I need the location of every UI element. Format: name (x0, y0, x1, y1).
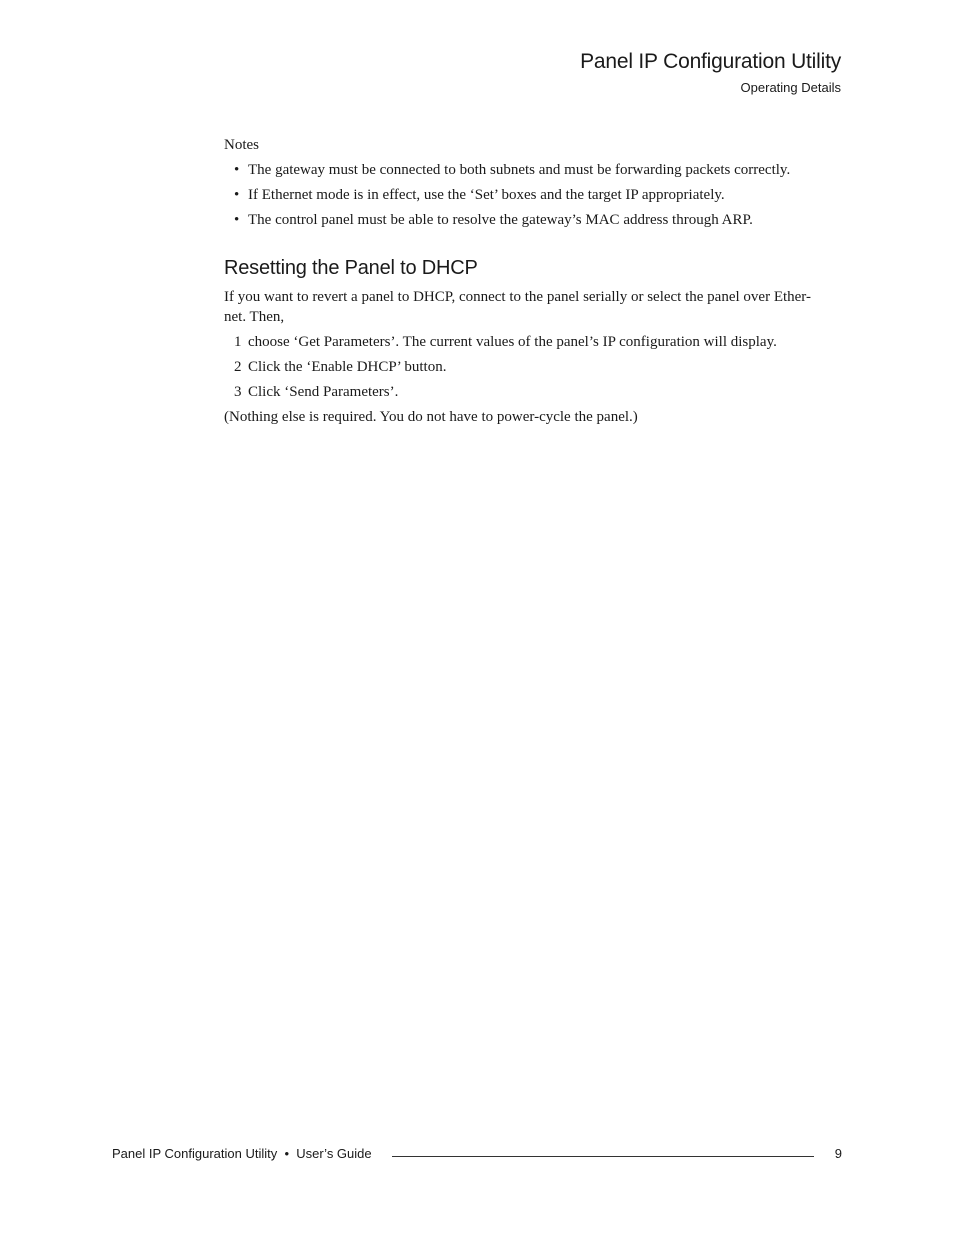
step-text: Click ‘Send Parameters’. (248, 384, 399, 400)
step-number: 2 (234, 359, 242, 375)
step-number: 3 (234, 384, 242, 400)
step-text: choose ‘Get Parameters’. The current values of the panel’s IP configuration will display. (248, 334, 777, 350)
steps-list (224, 332, 836, 402)
bullet-icon: • (234, 212, 240, 228)
page-body (224, 135, 836, 432)
note-text: If Ethernet mode is in effect, use the ‘Set’ boxes and the target IP appropriately. (248, 187, 725, 203)
list-item (224, 332, 836, 352)
list-item (224, 357, 836, 377)
running-header-title: Panel IP Configuration Utility (580, 50, 841, 73)
running-header-subtitle: Operating Details (740, 80, 841, 95)
closing-note: (Nothing else is required. You do not have to power-cycle the panel.) (224, 409, 638, 425)
list-item (224, 382, 836, 402)
list-item (224, 210, 836, 230)
step-number: 1 (234, 334, 242, 350)
page-footer (112, 1146, 842, 1164)
page-number: 9 (834, 1146, 842, 1161)
bullet-icon: • (234, 162, 240, 178)
footer-rule (392, 1156, 814, 1157)
bullet-icon: • (234, 187, 240, 203)
intro-line: If you want to revert a panel to DHCP, connect to the panel serially or select the panel over Ether- (224, 289, 811, 305)
list-item (224, 185, 836, 205)
footer-label: Panel IP Configuration Utility • User’s Guide (112, 1146, 372, 1161)
intro-line: net. Then, (224, 309, 285, 325)
note-text: The control panel must be able to resolve the gateway’s MAC address through ARP. (248, 212, 753, 228)
section-intro (224, 287, 836, 327)
notes-label: Notes (224, 137, 259, 153)
notes-list (224, 160, 836, 230)
list-item (224, 160, 836, 180)
step-text: Click the ‘Enable DHCP’ button. (248, 359, 447, 375)
section-heading: Resetting the Panel to DHCP (224, 257, 478, 279)
note-text: The gateway must be connected to both subnets and must be forwarding packets correctly. (248, 162, 791, 178)
